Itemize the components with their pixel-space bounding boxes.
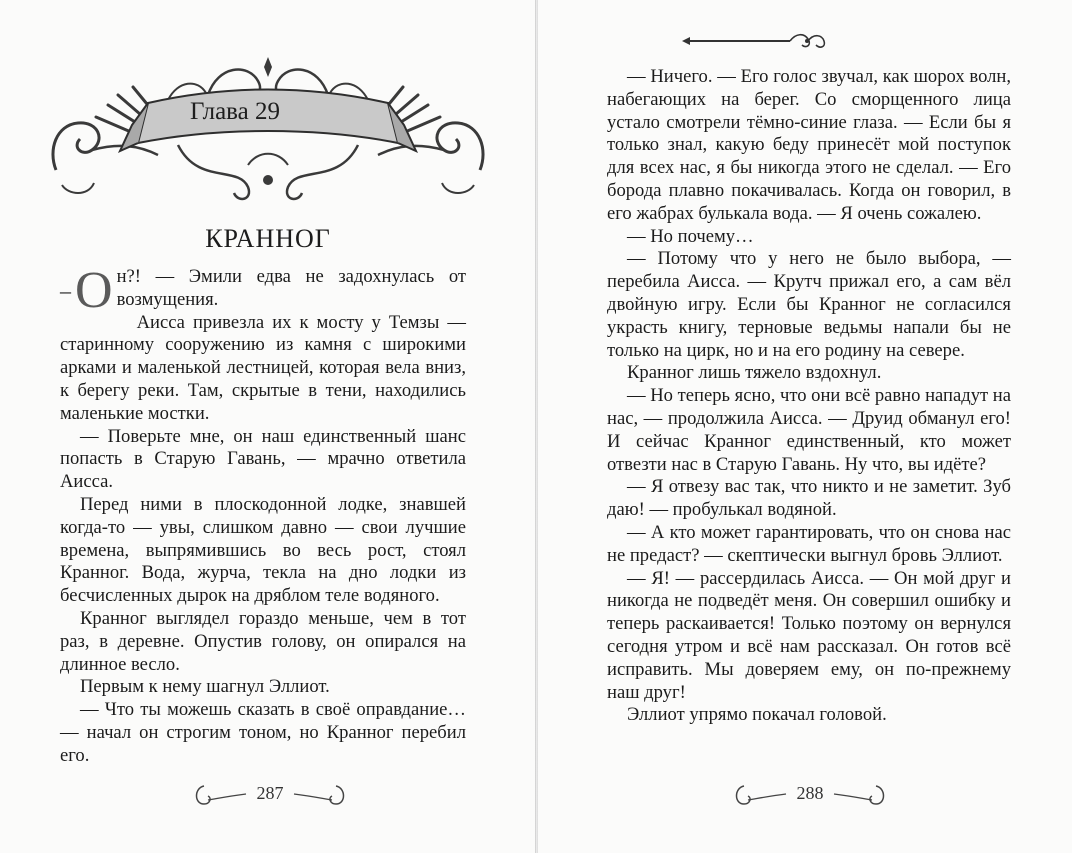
paragraph: — Потому что у него не было выбора, — перебила Аисса. — Крутч прижал его, а сам вёл двойную игру. Если бы Кранног не согласился украсть книгу, терновые ведьмы напали бы не только на цирк, но и на его родину на севере. [607, 248, 1011, 361]
chapter-label: Глава 29 [190, 98, 280, 125]
chapter-banner-ornament [48, 55, 488, 205]
chapter-title: КРАННОГ [205, 224, 331, 253]
paragraph: Эллиот упрямо покачал головой. [627, 704, 887, 726]
paragraph: Перед ними в плоскодонной лодке, знавшей когда-то — увы, слишком давно — свои лучшие времена, выпрямившись во весь рост, стоял Кранног. Вода, журча, текла на дно лодки из бесчисленных дырок на дряблом теле водяного. [60, 493, 466, 607]
paragraph: — Ничего. — Его голос звучал, как шорох волн, набегающих на берег. Со сморщенного лица устало смотрели тёмно-синие глаза. — Если бы я только знал, какую беду принесёт мой поступок для всех нас, я бы никогда этого не сделал. — Его борода плавно покачивалась. Когда он говорил, в его жабрах булькала вода. — Я очень сожалею. [607, 66, 1011, 224]
right-page-body [607, 66, 1011, 727]
page-number: 287 [256, 783, 284, 803]
page-number-right [730, 774, 890, 814]
drop-cap-dash: – [60, 278, 71, 303]
paragraph: н?! — Эмили едва не задохнулась от возмущения. [116, 266, 466, 310]
left-page-body [60, 262, 466, 768]
paragraph: Аисса привезла их к мосту у Темзы — старинному сооружению из камня с широкими арками и маленькой лестницей, которая вела вниз, к берегу реки. Там, скрытые в тени, находились маленькие мостки. [60, 311, 466, 424]
paragraph: — Поверьте мне, он наш единственный шанс попасть в Старую Гавань, — мрачно ответила Аисса. [60, 425, 466, 493]
paragraph: Кранног лишь тяжело вздохнул. [627, 362, 882, 384]
page-number: 288 [796, 783, 824, 803]
paragraph: Первым к нему шагнул Эллиот. [80, 676, 330, 698]
paragraph: — Но теперь ясно, что они всё равно нападут на нас, — продолжила Аисса. — Друид обманул его! И сейчас Кранног единственный, кто может отвезти нас в Старую Гавань. Ну что, вы идёте? [607, 385, 1011, 475]
drop-cap-letter: О [75, 262, 113, 319]
paragraph: — Я! — рассердилась Аисса. — Он мой друг и никогда не подведёт меня. Он совершил ошибку и теперь раскаивается! Только поэтому он вернулся сегодня утром и всё нам рассказал. Он готов всё исправить. Мы доверяем ему, он по-прежнему наш друг! [607, 567, 1011, 703]
drop-cap [60, 262, 113, 319]
paragraph: Кранног выглядел гораздо меньше, чем в тот раз, в деревне. Опустив голову, он опирался на длинное весло. [60, 607, 466, 675]
header-ornament-icon [680, 31, 830, 51]
paragraph: — Но почему… [627, 225, 754, 247]
paragraph: — А кто может гарантировать, что он снова нас не предаст? — скептически выгнул бровь Эллиот. [607, 521, 1011, 566]
page-number-left [190, 774, 350, 814]
paragraph: — Я отвезу вас так, что никто и не заметит. Зуб даю! — пробулькал водяной. [607, 476, 1011, 521]
paragraph: — Что ты можешь сказать в своё оправдание… — начал он строгим тоном, но Кранног перебил его. [60, 699, 466, 766]
